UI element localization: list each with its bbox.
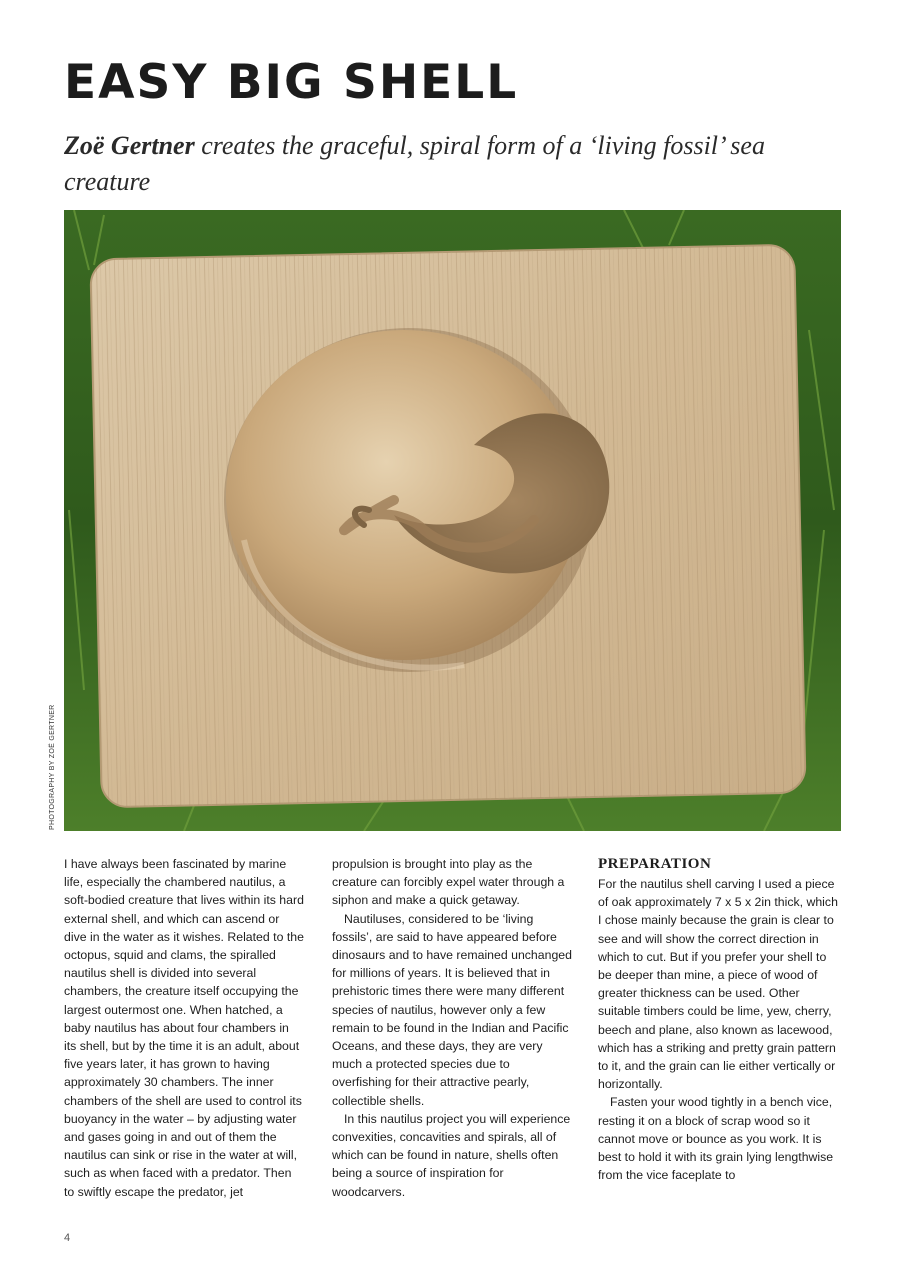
paragraph: In this nautilus project you will experience convexities, concavities and spirals, all of which can be found in nature, shells often being a source of inspiration for woodcarvers. [332, 1111, 571, 1199]
body-column-2 [332, 855, 572, 1201]
section-heading-preparation: PREPARATION [598, 856, 712, 872]
standfirst-text: creates the graceful, spiral form of a ‘living fossil’ sea creature [64, 131, 765, 196]
nautilus-carving-photo [64, 210, 841, 831]
body-column-1 [64, 855, 304, 1201]
article-title: EASY BIG SHELL [64, 55, 519, 110]
paragraph: For the nautilus shell carving I used a piece of oak approximately 7 x 5 x 2in thick, which I chose mainly because the grain is clear to see and will show the correct direction in which to cut. But if you prefer your shell to be deeper than mine, a piece of wood of greater thickness can be used. Other suitable timbers could be lime, yew, cherry, beech and plane, also known as lacewood, which has a striking and pretty grain pattern to it, and the grain can lie either vertically or horizontally. [598, 877, 838, 1092]
page-number: 4 [64, 1232, 71, 1244]
body-column-3 [598, 855, 838, 1184]
paragraph: Fasten your wood tightly in a bench vice, resting it on a block of scrap wood so it cannot move or bounce as you work. It is best to hold it with its grain lying lengthwise from the vice faceplate to [598, 1095, 834, 1183]
standfirst [64, 128, 824, 200]
paragraph: propulsion is brought into play as the creature can forcibly expel water through a siphon and make a quick getaway. [332, 857, 565, 908]
standfirst-author: Zoë Gertner [64, 131, 195, 160]
paragraph: Nautiluses, considered to be ‘living fossils’, are said to have appeared before dinosaurs and to have remained unchanged for millions of years. It is believed that in prehistoric times there were many different species of nautilus, however only a few remain to be found in the Indian and Pacific Oceans, and these days, they are very much a protected species due to overfishing for their attractive pearly, collectible shells. [332, 911, 572, 1108]
paragraph: I have always been fascinated by marine life, especially the chambered nautilus, a soft-bodied creature that lives within its hard external shell, and which can ascend or dive in the water as it wishes. Related to the octopus, squid and clams, the spiralled nautilus shell is divided into several chambers, the creature itself occupying the largest outermost one. When hatched, a baby nautilus has about four chambers in its shell, but by the time it is an adult, about five years later, it has grown to having approximately 30 chambers. The inner chambers of the shell are used to control its buoyancy in the water – by adjusting water and gases going in and out of them the nautilus can sink or rise in the water at will, such as when faced with a predator. Then to swiftly escape the predator, jet [64, 857, 304, 1199]
photo-credit: PHOTOGRAPHY BY ZOË GERTNER [49, 704, 56, 830]
